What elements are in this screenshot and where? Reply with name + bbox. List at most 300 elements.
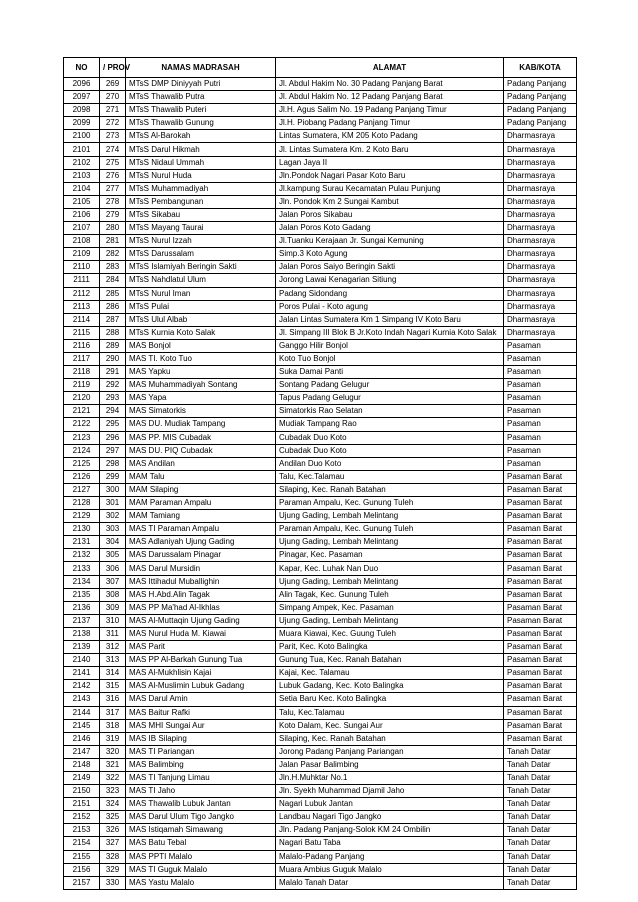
cell-address: Andilan Duo Koto	[276, 457, 504, 470]
cell-kab: Dharmasraya	[504, 169, 577, 182]
cell-prov: 305	[100, 549, 126, 562]
table-row	[64, 483, 577, 496]
cell-prov: 297	[100, 444, 126, 457]
cell-kab: Dharmasraya	[504, 222, 577, 235]
cell-prov: 324	[100, 798, 126, 811]
cell-address: Malalo-Padang Panjang	[276, 850, 504, 863]
cell-no: 2146	[64, 732, 100, 745]
cell-kab: Padang Panjang	[504, 78, 577, 91]
cell-prov: 330	[100, 876, 126, 889]
cell-name: MTsS Thawalib Gunung	[126, 117, 276, 130]
cell-name: MAS Parit	[126, 641, 276, 654]
cell-kab: Pasaman	[504, 457, 577, 470]
table-row	[64, 719, 577, 732]
table-row	[64, 863, 577, 876]
table-row	[64, 562, 577, 575]
cell-address: Sontang Padang Gelugur	[276, 379, 504, 392]
cell-address: Jl. Abdul Hakim No. 12 Padang Panjang Barat	[276, 91, 504, 104]
cell-kab: Dharmasraya	[504, 195, 577, 208]
cell-name: MAS TI Pariangan	[126, 745, 276, 758]
cell-prov: 327	[100, 837, 126, 850]
table-row	[64, 431, 577, 444]
cell-address: Jln.H.Muhktar No.1	[276, 771, 504, 784]
cell-no: 2153	[64, 824, 100, 837]
cell-kab: Dharmasraya	[504, 143, 577, 156]
cell-prov: 294	[100, 405, 126, 418]
cell-no: 2147	[64, 745, 100, 758]
cell-kab: Pasaman Barat	[504, 588, 577, 601]
cell-no: 2102	[64, 156, 100, 169]
cell-name: MAM Silaping	[126, 483, 276, 496]
cell-prov: 276	[100, 169, 126, 182]
table-row	[64, 444, 577, 457]
cell-prov: 284	[100, 274, 126, 287]
cell-address: Jl. Abdul Hakim No. 30 Padang Panjang Barat	[276, 78, 504, 91]
cell-kab: Tanah Datar	[504, 811, 577, 824]
cell-address: Jalan Poros Koto Gadang	[276, 222, 504, 235]
cell-prov: 295	[100, 418, 126, 431]
cell-kab: Dharmasraya	[504, 300, 577, 313]
cell-no: 2107	[64, 222, 100, 235]
table-row	[64, 798, 577, 811]
cell-address: Simatorkis Rao Selatan	[276, 405, 504, 418]
cell-name: MAS Batu Tebal	[126, 837, 276, 850]
cell-no: 2139	[64, 641, 100, 654]
cell-no: 2133	[64, 562, 100, 575]
cell-name: MTsS Nidaul Ummah	[126, 156, 276, 169]
cell-prov: 315	[100, 680, 126, 693]
cell-kab: Dharmasraya	[504, 235, 577, 248]
cell-address: Jorong Lawai Kenagarian Sitiung	[276, 274, 504, 287]
cell-name: MAS TI. Koto Tuo	[126, 352, 276, 365]
cell-no: 2099	[64, 117, 100, 130]
cell-no: 2125	[64, 457, 100, 470]
table-row	[64, 549, 577, 562]
cell-address: Jl. Lintas Sumatera Km. 2 Koto Baru	[276, 143, 504, 156]
cell-no: 2135	[64, 588, 100, 601]
cell-no: 2144	[64, 706, 100, 719]
cell-address: Lubuk Gadang, Kec. Koto Balingka	[276, 680, 504, 693]
cell-prov: 298	[100, 457, 126, 470]
cell-name: MAS TI Guguk Malalo	[126, 863, 276, 876]
table-row	[64, 850, 577, 863]
cell-prov: 321	[100, 758, 126, 771]
cell-prov: 301	[100, 497, 126, 510]
cell-kab: Tanah Datar	[504, 837, 577, 850]
cell-no: 2124	[64, 444, 100, 457]
cell-address: Jln. Padang Panjang-Solok KM 24 Ombilin	[276, 824, 504, 837]
cell-name: MTsS Darussalam	[126, 248, 276, 261]
cell-no: 2137	[64, 614, 100, 627]
cell-address: Pinagar, Kec. Pasaman	[276, 549, 504, 562]
cell-name: MAS TI Tanjung Limau	[126, 771, 276, 784]
cell-address: Alin Tagak, Kec. Gunung Tuleh	[276, 588, 504, 601]
cell-name: MAS Yapku	[126, 366, 276, 379]
cell-address: Malalo Tanah Datar	[276, 876, 504, 889]
cell-kab: Pasaman Barat	[504, 667, 577, 680]
table-row	[64, 222, 577, 235]
cell-name: MAS Muhammadiyah Sontang	[126, 379, 276, 392]
cell-name: MTsS Mayang Taurai	[126, 222, 276, 235]
cell-kab: Pasaman Barat	[504, 523, 577, 536]
cell-address: Jl.kampung Surau Kecamatan Pulau Punjung	[276, 182, 504, 195]
table-row	[64, 248, 577, 261]
table-row	[64, 758, 577, 771]
cell-prov: 313	[100, 654, 126, 667]
table-row	[64, 143, 577, 156]
cell-no: 2122	[64, 418, 100, 431]
table-row	[64, 300, 577, 313]
table-row	[64, 837, 577, 850]
cell-prov: 290	[100, 352, 126, 365]
cell-name: MAS Darul Amin	[126, 693, 276, 706]
table-row	[64, 693, 577, 706]
cell-prov: 287	[100, 313, 126, 326]
cell-prov: 329	[100, 863, 126, 876]
cell-name: MAS Darul Mursidin	[126, 562, 276, 575]
cell-name: MAS TI Paraman Ampalu	[126, 523, 276, 536]
cell-name: MAS PP Ma'had Al-Ikhlas	[126, 601, 276, 614]
cell-kab: Dharmasraya	[504, 287, 577, 300]
table-row	[64, 876, 577, 889]
cell-address: Koto Tuo Bonjol	[276, 352, 504, 365]
cell-prov: 275	[100, 156, 126, 169]
table-row	[64, 811, 577, 824]
cell-prov: 269	[100, 78, 126, 91]
cell-no: 2112	[64, 287, 100, 300]
cell-name: MAS Simatorkis	[126, 405, 276, 418]
cell-no: 2119	[64, 379, 100, 392]
cell-name: MTsS Thawalib Putra	[126, 91, 276, 104]
cell-no: 2145	[64, 719, 100, 732]
cell-name: MAS PP Al-Barkah Gunung Tua	[126, 654, 276, 667]
table-row	[64, 182, 577, 195]
cell-name: MAS Al-Muttaqin Ujung Gading	[126, 614, 276, 627]
cell-kab: Pasaman Barat	[504, 732, 577, 745]
cell-address: Silaping, Kec. Ranah Batahan	[276, 483, 504, 496]
cell-name: MTsS Ulul Albab	[126, 313, 276, 326]
cell-address: Jalan Lintas Sumatera Km 1 Simpang IV Koto Baru	[276, 313, 504, 326]
cell-prov: 325	[100, 811, 126, 824]
cell-kab: Dharmasraya	[504, 208, 577, 221]
cell-address: Paraman Ampalu, Kec. Gunung Tuleh	[276, 497, 504, 510]
cell-no: 2121	[64, 405, 100, 418]
table-row	[64, 195, 577, 208]
cell-prov: 322	[100, 771, 126, 784]
cell-no: 2138	[64, 627, 100, 640]
cell-name: MAS Yapa	[126, 392, 276, 405]
cell-prov: 292	[100, 379, 126, 392]
cell-kab: Tanah Datar	[504, 798, 577, 811]
cell-name: MAS Adlaniyah Ujung Gading	[126, 536, 276, 549]
cell-prov: 304	[100, 536, 126, 549]
cell-kab: Pasaman Barat	[504, 562, 577, 575]
cell-address: Ujung Gading, Lembah Melintang	[276, 536, 504, 549]
table-row	[64, 339, 577, 352]
cell-prov: 271	[100, 104, 126, 117]
cell-prov: 319	[100, 732, 126, 745]
cell-prov: 310	[100, 614, 126, 627]
cell-name: MTsS Pembangunan	[126, 195, 276, 208]
cell-prov: 303	[100, 523, 126, 536]
cell-prov: 285	[100, 287, 126, 300]
cell-kab: Pasaman Barat	[504, 549, 577, 562]
table-row	[64, 418, 577, 431]
cell-name: MAS Al-Muslimin Lubuk Gadang	[126, 680, 276, 693]
table-row	[64, 706, 577, 719]
cell-kab: Padang Panjang	[504, 91, 577, 104]
cell-no: 2117	[64, 352, 100, 365]
cell-name: MAS Darul Ulum Tigo Jangko	[126, 811, 276, 824]
cell-prov: 308	[100, 588, 126, 601]
cell-kab: Dharmasraya	[504, 274, 577, 287]
cell-kab: Dharmasraya	[504, 182, 577, 195]
table-row	[64, 680, 577, 693]
cell-kab: Tanah Datar	[504, 745, 577, 758]
cell-no: 2151	[64, 798, 100, 811]
cell-prov: 300	[100, 483, 126, 496]
table-row	[64, 352, 577, 365]
cell-kab: Tanah Datar	[504, 850, 577, 863]
cell-kab: Pasaman Barat	[504, 719, 577, 732]
cell-no: 2109	[64, 248, 100, 261]
cell-no: 2152	[64, 811, 100, 824]
table-row	[64, 117, 577, 130]
cell-no: 2113	[64, 300, 100, 313]
cell-no: 2128	[64, 497, 100, 510]
cell-name: MAS Istiqamah Simawang	[126, 824, 276, 837]
cell-address: Jln.Pondok Nagari Pasar Koto Baru	[276, 169, 504, 182]
table-row	[64, 156, 577, 169]
cell-name: MAS DU. PIQ Cubadak	[126, 444, 276, 457]
cell-address: Jalan Pasar Balimbing	[276, 758, 504, 771]
cell-no: 2120	[64, 392, 100, 405]
cell-prov: 299	[100, 470, 126, 483]
cell-no: 2103	[64, 169, 100, 182]
cell-address: Mudiak Tampang Rao	[276, 418, 504, 431]
table-row	[64, 654, 577, 667]
cell-name: MTsS Kurnia Koto Salak	[126, 326, 276, 339]
cell-kab: Pasaman	[504, 339, 577, 352]
cell-name: MTsS Pulai	[126, 300, 276, 313]
cell-name: MTsS Al-Barokah	[126, 130, 276, 143]
cell-address: Ujung Gading, Lembah Melintang	[276, 510, 504, 523]
header-prov: / PROV	[100, 58, 126, 78]
cell-kab: Tanah Datar	[504, 824, 577, 837]
table-row	[64, 366, 577, 379]
table-row	[64, 130, 577, 143]
cell-name: MTsS Thawalib Puteri	[126, 104, 276, 117]
cell-name: MAS IB Silaping	[126, 732, 276, 745]
table-row	[64, 405, 577, 418]
cell-kab: Pasaman Barat	[504, 536, 577, 549]
cell-address: Setia Baru Kec. Koto Balingka	[276, 693, 504, 706]
table-row	[64, 104, 577, 117]
cell-name: MAM Tamiang	[126, 510, 276, 523]
table-row	[64, 824, 577, 837]
table-row	[64, 274, 577, 287]
cell-name: MTsS Nahdlatul Ulum	[126, 274, 276, 287]
cell-address: Tapus Padang Gelugur	[276, 392, 504, 405]
cell-address: Kapar, Kec. Luhak Nan Duo	[276, 562, 504, 575]
cell-prov: 316	[100, 693, 126, 706]
table-row	[64, 470, 577, 483]
cell-no: 2115	[64, 326, 100, 339]
cell-address: Ujung Gading, Lembah Melintang	[276, 575, 504, 588]
cell-kab: Pasaman	[504, 379, 577, 392]
cell-kab: Pasaman	[504, 444, 577, 457]
cell-no: 2098	[64, 104, 100, 117]
cell-name: MAS Yastu Malalo	[126, 876, 276, 889]
cell-address: Talu, Kec.Talamau	[276, 470, 504, 483]
cell-prov: 289	[100, 339, 126, 352]
table-row	[64, 745, 577, 758]
table-row	[64, 641, 577, 654]
cell-name: MTsS Nurul Iman	[126, 287, 276, 300]
cell-prov: 291	[100, 366, 126, 379]
cell-no: 2143	[64, 693, 100, 706]
header-row	[64, 58, 577, 78]
cell-prov: 306	[100, 562, 126, 575]
cell-prov: 280	[100, 222, 126, 235]
table-row	[64, 313, 577, 326]
cell-prov: 277	[100, 182, 126, 195]
cell-address: Poros Pulai - Koto agung	[276, 300, 504, 313]
cell-kab: Pasaman Barat	[504, 614, 577, 627]
cell-kab: Pasaman	[504, 352, 577, 365]
cell-name: MAM Talu	[126, 470, 276, 483]
cell-address: Nagari Lubuk Jantan	[276, 798, 504, 811]
cell-no: 2148	[64, 758, 100, 771]
cell-address: Jalan Poros Saiyo Beringin Sakti	[276, 261, 504, 274]
cell-prov: 286	[100, 300, 126, 313]
cell-name: MAS H.Abd.Alin Tagak	[126, 588, 276, 601]
cell-name: MTsS Sikabau	[126, 208, 276, 221]
cell-no: 2106	[64, 208, 100, 221]
cell-address: Jln. Syekh Muhammad Djamil Jaho	[276, 785, 504, 798]
table-row	[64, 457, 577, 470]
header-address: ALAMAT	[276, 58, 504, 78]
table-row	[64, 785, 577, 798]
cell-prov: 314	[100, 667, 126, 680]
cell-address: Parit, Kec. Koto Balingka	[276, 641, 504, 654]
cell-no: 2104	[64, 182, 100, 195]
cell-address: Padang Sidondang	[276, 287, 504, 300]
cell-name: MAS Ittihadul Muballighin	[126, 575, 276, 588]
cell-name: MTsS Muhammadiyah	[126, 182, 276, 195]
cell-address: Landbau Nagari Tigo Jangko	[276, 811, 504, 824]
cell-no: 2127	[64, 483, 100, 496]
table-body	[64, 78, 577, 890]
cell-kab: Tanah Datar	[504, 863, 577, 876]
cell-no: 2155	[64, 850, 100, 863]
cell-kab: Pasaman Barat	[504, 510, 577, 523]
cell-kab: Tanah Datar	[504, 876, 577, 889]
cell-no: 2132	[64, 549, 100, 562]
cell-no: 2105	[64, 195, 100, 208]
cell-address: Jl. Simpang III Blok B Jr.Koto Indah Nagari Kurnia Koto Salak	[276, 326, 504, 339]
cell-kab: Pasaman	[504, 431, 577, 444]
cell-no: 2131	[64, 536, 100, 549]
cell-no: 2142	[64, 680, 100, 693]
cell-name: MAS Thawalib Lubuk Jantan	[126, 798, 276, 811]
cell-name: MAS Balimbing	[126, 758, 276, 771]
cell-name: MAS PP. MIS Cubadak	[126, 431, 276, 444]
cell-name: MTsS DMP Diniyyah Putri	[126, 78, 276, 91]
madrasah-table	[63, 57, 577, 890]
cell-prov: 318	[100, 719, 126, 732]
cell-kab: Padang Panjang	[504, 104, 577, 117]
cell-prov: 328	[100, 850, 126, 863]
cell-prov: 317	[100, 706, 126, 719]
cell-name: MTsS Islamiyah Beringin Sakti	[126, 261, 276, 274]
cell-kab: Dharmasraya	[504, 156, 577, 169]
header-no: NO	[64, 58, 100, 78]
cell-no: 2149	[64, 771, 100, 784]
cell-prov: 279	[100, 208, 126, 221]
cell-kab: Pasaman Barat	[504, 693, 577, 706]
table-row	[64, 627, 577, 640]
cell-prov: 293	[100, 392, 126, 405]
cell-name: MTsS Nurul Huda	[126, 169, 276, 182]
cell-no: 2101	[64, 143, 100, 156]
cell-kab: Dharmasraya	[504, 261, 577, 274]
table-row	[64, 392, 577, 405]
cell-address: Muara Ambius Guguk Malalo	[276, 863, 504, 876]
cell-kab: Pasaman Barat	[504, 680, 577, 693]
cell-no: 2156	[64, 863, 100, 876]
cell-name: MAS Al-Mukhlisin Kajai	[126, 667, 276, 680]
table-row	[64, 235, 577, 248]
cell-name: MTsS Darul Hikmah	[126, 143, 276, 156]
cell-prov: 278	[100, 195, 126, 208]
cell-address: Gunung Tua, Kec. Ranah Batahan	[276, 654, 504, 667]
table-row	[64, 614, 577, 627]
cell-name: MAM Paraman Ampalu	[126, 497, 276, 510]
table-row	[64, 510, 577, 523]
cell-no: 2134	[64, 575, 100, 588]
cell-no: 2114	[64, 313, 100, 326]
table-row	[64, 588, 577, 601]
cell-no: 2126	[64, 470, 100, 483]
cell-address: Nagari Batu Taba	[276, 837, 504, 850]
table-row	[64, 667, 577, 680]
cell-prov: 288	[100, 326, 126, 339]
cell-prov: 282	[100, 248, 126, 261]
cell-address: Cubadak Duo Koto	[276, 431, 504, 444]
table-row	[64, 261, 577, 274]
cell-address: Ganggo Hilir Bonjol	[276, 339, 504, 352]
cell-kab: Pasaman Barat	[504, 497, 577, 510]
cell-address: Simp.3 Koto Agung	[276, 248, 504, 261]
cell-no: 2136	[64, 601, 100, 614]
cell-prov: 283	[100, 261, 126, 274]
cell-kab: Dharmasraya	[504, 326, 577, 339]
cell-name: MAS Nurul Huda M. Kiawai	[126, 627, 276, 640]
cell-prov: 272	[100, 117, 126, 130]
cell-name: MAS PPTI Malalo	[126, 850, 276, 863]
cell-prov: 302	[100, 510, 126, 523]
cell-address: Silaping, Kec. Ranah Batahan	[276, 732, 504, 745]
cell-address: Jorong Padang Panjang Pariangan	[276, 745, 504, 758]
cell-kab: Dharmasraya	[504, 248, 577, 261]
cell-prov: 311	[100, 627, 126, 640]
cell-address: Talu, Kec.Talamau	[276, 706, 504, 719]
cell-kab: Padang Panjang	[504, 117, 577, 130]
cell-prov: 273	[100, 130, 126, 143]
table-row	[64, 169, 577, 182]
table-row	[64, 523, 577, 536]
